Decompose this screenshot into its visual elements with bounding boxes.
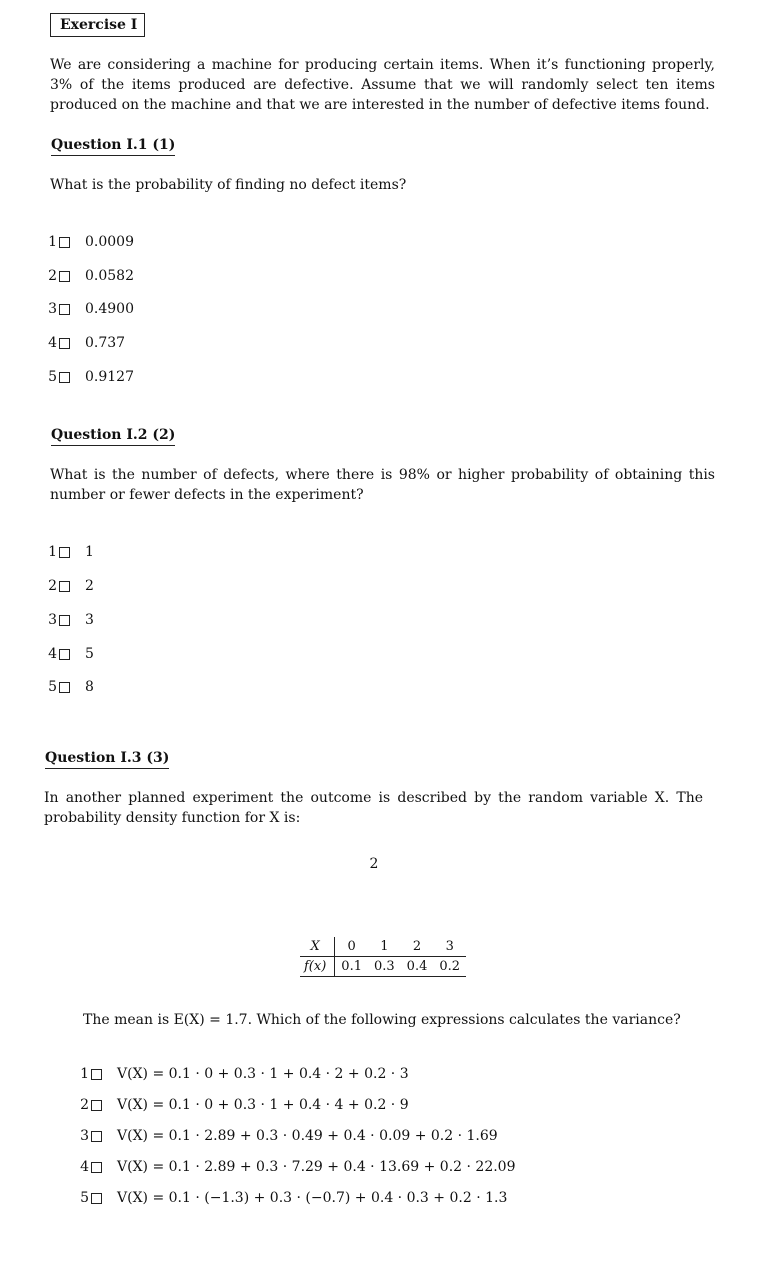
q1-text: What is the probability of finding no defect items? — [50, 177, 407, 193]
pmf-f-label: f(x) — [300, 957, 335, 977]
q1-option-2[interactable] — [46, 267, 134, 285]
option-number: 5 — [48, 679, 57, 695]
q1-heading: Question I.1 (1) — [51, 136, 175, 156]
q3-heading: Question I.3 (3) — [45, 749, 169, 769]
page-number: 2 — [369, 856, 379, 872]
option-number: 5 — [48, 369, 57, 385]
q3-option-4[interactable] — [78, 1158, 516, 1176]
pmf-x-value: 1 — [368, 937, 401, 957]
pmf-f-value: 0.1 — [335, 957, 368, 977]
option-text: V(X) = 0.1 · 0 + 0.3 · 1 + 0.4 · 2 + 0.2 · 3 — [117, 1066, 409, 1082]
checkbox[interactable] — [91, 1193, 102, 1204]
option-number: 1 — [80, 1066, 89, 1082]
checkbox[interactable] — [59, 338, 70, 349]
option-number: 4 — [80, 1159, 89, 1175]
q2-option-5[interactable] — [46, 678, 94, 696]
checkbox[interactable] — [59, 649, 70, 660]
option-number: 2 — [48, 268, 57, 284]
checkbox[interactable] — [59, 304, 70, 315]
option-text: 0.0582 — [85, 268, 134, 284]
checkbox[interactable] — [59, 237, 70, 248]
option-text: 0.4900 — [85, 301, 134, 317]
option-number: 4 — [48, 335, 57, 351]
option-number: 3 — [80, 1128, 89, 1144]
option-number: 1 — [48, 544, 57, 560]
q1-option-3[interactable] — [46, 300, 134, 318]
checkbox[interactable] — [91, 1162, 102, 1173]
q3-option-2[interactable] — [78, 1096, 409, 1114]
checkbox[interactable] — [59, 547, 70, 558]
checkbox[interactable] — [91, 1131, 102, 1142]
option-number: 3 — [48, 612, 57, 628]
option-number: 1 — [48, 234, 57, 250]
option-text: 2 — [85, 578, 94, 594]
option-text: V(X) = 0.1 · 0 + 0.3 · 1 + 0.4 · 4 + 0.2 · 9 — [117, 1097, 409, 1113]
checkbox[interactable] — [91, 1100, 102, 1111]
option-text: 0.9127 — [85, 369, 134, 385]
option-number: 5 — [80, 1190, 89, 1206]
pmf-f-value: 0.3 — [368, 957, 401, 977]
option-text: 8 — [85, 679, 94, 695]
option-text: 0.0009 — [85, 234, 134, 250]
option-text: 1 — [85, 544, 94, 560]
pmf-x-label: X — [300, 937, 335, 957]
pmf-f-row — [300, 957, 466, 977]
option-text: V(X) = 0.1 · 2.89 + 0.3 · 0.49 + 0.4 · 0.09 + 0.2 · 1.69 — [117, 1128, 498, 1144]
option-text: V(X) = 0.1 · 2.89 + 0.3 · 7.29 + 0.4 · 13.69 + 0.2 · 22.09 — [117, 1159, 516, 1175]
option-text: 3 — [85, 612, 94, 628]
q1-option-5[interactable] — [46, 368, 134, 386]
q1-option-4[interactable] — [46, 334, 125, 352]
option-text: 0.737 — [85, 335, 126, 351]
exercise-title: Exercise I — [50, 13, 145, 37]
checkbox[interactable] — [59, 271, 70, 282]
q3-option-1[interactable] — [78, 1065, 409, 1083]
option-number: 2 — [48, 578, 57, 594]
checkbox[interactable] — [59, 682, 70, 693]
q3-text: In another planned experiment the outcome is described by the random variable X. The probability density function for X is: — [44, 790, 703, 826]
option-number: 3 — [48, 301, 57, 317]
q2-heading: Question I.2 (2) — [51, 426, 175, 446]
q3-option-3[interactable] — [78, 1127, 498, 1145]
q2-option-4[interactable] — [46, 645, 94, 663]
pmf-x-value: 3 — [433, 937, 466, 957]
q2-option-3[interactable] — [46, 611, 94, 629]
q2-option-2[interactable] — [46, 577, 94, 595]
q3-mean-text: The mean is E(X) = 1.7. Which of the following expressions calculates the variance? — [83, 1012, 681, 1028]
q2-option-1[interactable] — [46, 543, 94, 561]
q3-option-5[interactable] — [78, 1189, 507, 1207]
checkbox[interactable] — [59, 581, 70, 592]
option-number: 4 — [48, 646, 57, 662]
q1-option-1[interactable] — [46, 233, 134, 251]
checkbox[interactable] — [59, 372, 70, 383]
checkbox[interactable] — [59, 615, 70, 626]
option-text: 5 — [85, 646, 94, 662]
pmf-table — [300, 937, 466, 977]
pmf-x-row — [300, 937, 466, 957]
pmf-f-value: 0.4 — [401, 957, 434, 977]
exercise-intro: We are considering a machine for producing certain items. When it’s functioning properly, 3% of the items produced are defective. Assume that we will randomly select ten items produced on the machine and that we are interested in the number of defective items found. — [50, 57, 715, 113]
checkbox[interactable] — [91, 1069, 102, 1080]
q2-text: What is the number of defects, where there is 98% or higher probability of obtaining this number or fewer defects in the experiment? — [50, 467, 715, 503]
pmf-x-value: 0 — [335, 937, 368, 957]
option-text: V(X) = 0.1 · (−1.3) + 0.3 · (−0.7) + 0.4 · 0.3 + 0.2 · 1.3 — [117, 1190, 508, 1206]
pmf-f-value: 0.2 — [433, 957, 466, 977]
pmf-x-value: 2 — [401, 937, 434, 957]
option-number: 2 — [80, 1097, 89, 1113]
